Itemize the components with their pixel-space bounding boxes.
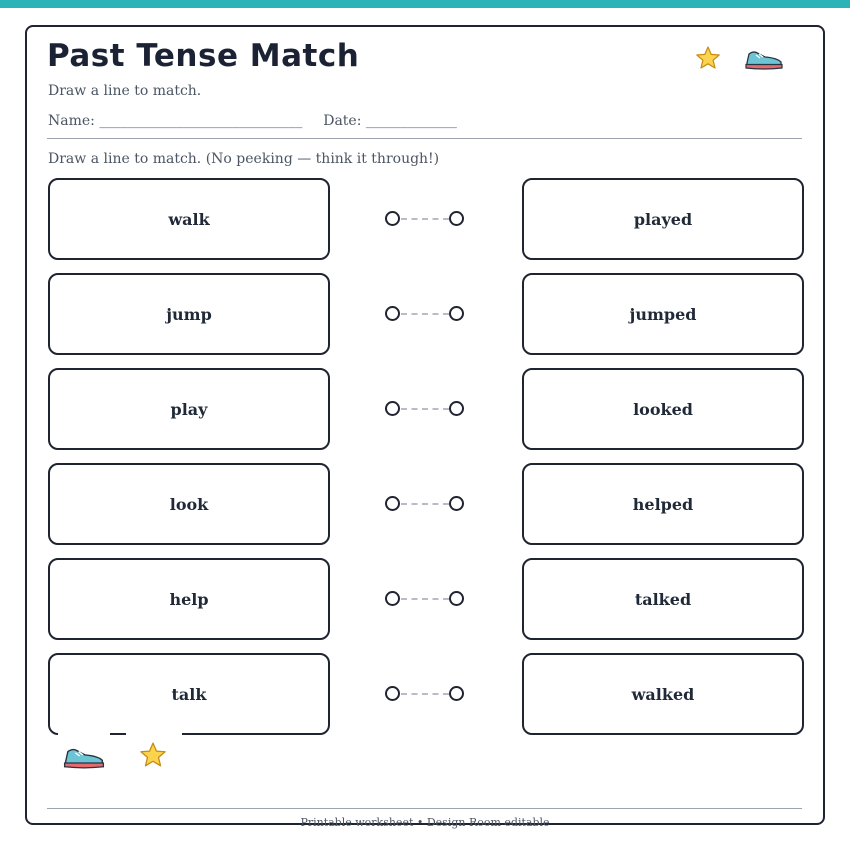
right-match-dot[interactable] <box>449 401 464 416</box>
right-word-card[interactable]: played <box>522 178 804 260</box>
right-word-card[interactable]: looked <box>522 368 804 450</box>
left-word-card[interactable]: jump <box>48 273 330 355</box>
sneaker-icon <box>744 45 784 71</box>
left-word-card[interactable]: help <box>48 558 330 640</box>
match-connector <box>384 400 468 420</box>
dashed-guide <box>401 693 449 695</box>
dashed-guide <box>401 408 449 410</box>
right-word-card[interactable]: helped <box>522 463 804 545</box>
footer-divider <box>47 808 802 809</box>
dashed-guide <box>401 218 449 220</box>
dashed-guide <box>401 503 449 505</box>
left-match-dot[interactable] <box>385 211 400 226</box>
left-word-card[interactable]: play <box>48 368 330 450</box>
match-connector <box>384 210 468 230</box>
left-match-dot[interactable] <box>385 306 400 321</box>
dashed-guide <box>401 313 449 315</box>
right-word-card[interactable]: walked <box>522 653 804 735</box>
left-match-dot[interactable] <box>385 496 400 511</box>
date-field[interactable]: Date: _____________ <box>323 113 457 129</box>
right-match-dot[interactable] <box>449 686 464 701</box>
left-match-dot[interactable] <box>385 686 400 701</box>
match-connector <box>384 685 468 705</box>
star-icon <box>695 45 721 71</box>
right-match-dot[interactable] <box>449 306 464 321</box>
right-word-card[interactable]: talked <box>522 558 804 640</box>
match-connector <box>384 590 468 610</box>
header-divider <box>47 138 802 139</box>
left-match-dot[interactable] <box>385 591 400 606</box>
page-title: Past Tense Match <box>47 38 360 74</box>
right-match-dot[interactable] <box>449 591 464 606</box>
subtitle: Draw a line to match. <box>48 83 202 99</box>
left-word-card[interactable]: look <box>48 463 330 545</box>
instructions: Draw a line to match. (No peeking — think it through!) <box>48 151 440 167</box>
footer-text: Printable worksheet • Design Room editable <box>300 816 550 829</box>
name-date-row <box>48 113 457 129</box>
right-match-dot[interactable] <box>449 211 464 226</box>
top-accent-bar <box>0 0 850 8</box>
match-connector <box>384 305 468 325</box>
dashed-guide <box>401 598 449 600</box>
name-field[interactable]: Name: _____________________________ <box>48 113 303 129</box>
left-match-dot[interactable] <box>385 401 400 416</box>
match-connector <box>384 495 468 515</box>
left-word-card[interactable]: talk <box>48 653 330 735</box>
left-word-card[interactable]: walk <box>48 178 330 260</box>
right-match-dot[interactable] <box>449 496 464 511</box>
right-word-card[interactable]: jumped <box>522 273 804 355</box>
star-icon <box>139 741 167 769</box>
sneaker-icon <box>62 742 106 770</box>
